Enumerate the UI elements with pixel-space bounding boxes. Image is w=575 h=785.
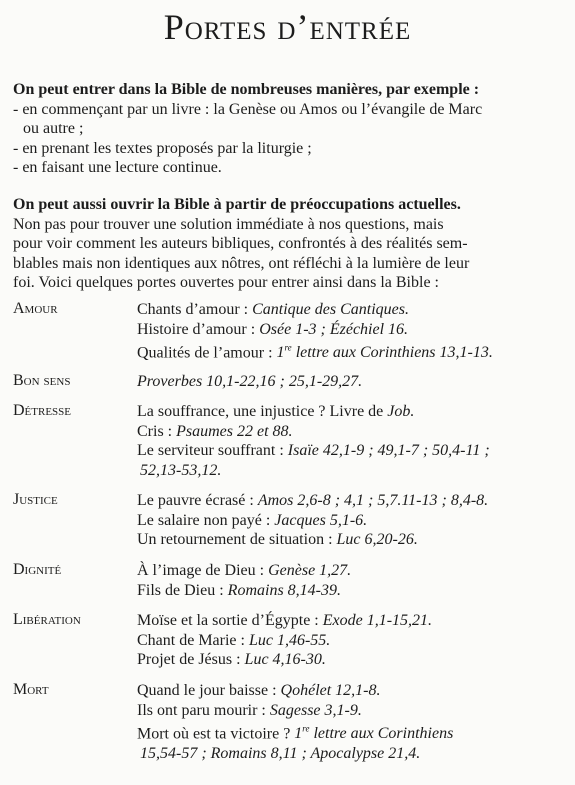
second-paragraph — [13, 195, 568, 293]
reference-text: Qualités de l’amour : — [137, 344, 277, 362]
reference-line — [137, 320, 493, 340]
topic-label: Libération — [13, 611, 81, 628]
para2-heading: On peut aussi ouvrir la Bible à partir de préoccupations actuelles. — [13, 196, 461, 213]
intro-item: - en faisant une lecture continue. — [13, 159, 222, 177]
reference-text: Un retournement de situation : — [137, 531, 337, 548]
reference-line — [137, 681, 453, 701]
reference-text: Histoire d’amour : — [137, 320, 260, 338]
reference-text: Moïse et la sortie d’Égypte : — [137, 612, 323, 629]
reference-line — [137, 530, 488, 550]
reference-line — [137, 422, 490, 442]
bible-reference: Cantique des Cantiques. — [252, 301, 409, 318]
reference-line — [137, 701, 453, 721]
reference-line — [137, 300, 493, 320]
reference-line — [137, 461, 490, 481]
intro-item: ou autre ; — [23, 120, 84, 138]
intro-section — [13, 80, 568, 178]
reference-text: Projet de Jésus : — [137, 651, 245, 668]
reference-line — [137, 650, 432, 670]
topic-label: Justice — [13, 491, 58, 508]
para2-line: Non pas pour trouver une solution immédiate à nos questions, mais — [13, 215, 444, 233]
topic-references — [137, 372, 362, 392]
topic-references — [137, 561, 351, 600]
reference-line — [137, 402, 490, 422]
reference-text: Chants d’amour : — [137, 301, 253, 318]
topic-label: Dignité — [13, 561, 62, 578]
topic-label: Mort — [13, 681, 49, 698]
reference-line — [137, 561, 351, 581]
bible-reference: Exode 1,1-15,21. — [322, 612, 433, 629]
bible-reference: Luc 1,46-55. — [248, 631, 331, 649]
topic-label: Bon sens — [13, 372, 71, 389]
reference-line — [137, 744, 453, 764]
topic-references — [137, 611, 432, 670]
reference-line — [137, 441, 490, 461]
bible-reference: Genèse 1,27. — [268, 562, 352, 579]
reference-line — [137, 611, 432, 631]
reference-line — [137, 581, 351, 601]
reference-line — [137, 339, 493, 363]
bible-reference: Isaïe 42,1-9 ; 49,1-7 ; 50,4-11 ; — [287, 442, 490, 459]
topic-references — [137, 402, 490, 480]
reference-line — [137, 372, 362, 392]
reference-text: Fils de Dieu : — [137, 581, 228, 599]
bible-reference: 1re lettre aux Corinthiens — [294, 724, 454, 743]
reference-text: À l’image de Dieu : — [137, 562, 269, 579]
reference-text: Le salaire non payé : — [137, 511, 275, 529]
bible-reference: Job. — [387, 403, 415, 420]
para2-line: blables mais non identiques aux nôtres, ont réfléchi à la lumière de leur — [13, 254, 470, 272]
bible-reference: Proverbes 10,1-22,16 ; 25,1-29,27. — [137, 373, 363, 390]
intro-item: - en prenant les textes proposés par la liturgie ; — [13, 139, 312, 157]
topic-references — [137, 491, 488, 550]
bible-reference: Osée 1-3 ; Ézéchiel 16. — [259, 320, 409, 338]
reference-text: Ils ont paru mourir : — [137, 701, 270, 719]
bible-reference: 1re lettre aux Corinthiens 13,1-13. — [276, 343, 493, 362]
ordinal-superscript: re — [302, 724, 310, 734]
reference-text: Mort où est ta victoire ? — [137, 725, 295, 743]
reference-text: Le pauvre écrasé : — [137, 492, 258, 509]
reference-text: Chant de Marie : — [137, 631, 249, 649]
intro-item: - en commençant par un livre : la Genèse ou Amos ou l’évangile de Marc — [13, 100, 483, 118]
reference-text: Quand le jour baisse : — [137, 682, 281, 699]
reference-text: La souffrance, une injustice ? Livre de — [137, 403, 388, 420]
para2-line: pour voir comment les auteurs bibliques, confrontés à des réalités sem- — [13, 235, 468, 253]
reference-text: Cris : — [137, 422, 177, 440]
reference-line — [137, 720, 453, 744]
intro-heading: On peut entrer dans la Bible de nombreuses manières, par exemple : — [13, 81, 480, 98]
bible-reference: 52,13-53,12. — [140, 461, 222, 479]
reference-line — [137, 491, 488, 511]
topic-references — [137, 681, 453, 763]
bible-reference: Luc 4,16-30. — [244, 651, 326, 668]
ordinal-superscript: re — [284, 343, 292, 353]
bible-reference: Amos 2,6-8 ; 4,1 ; 5,7.11-13 ; 8,4-8. — [257, 492, 489, 509]
bible-reference: Luc 6,20-26. — [336, 531, 418, 548]
topic-label: Détresse — [13, 402, 72, 419]
bible-reference: 15,54-57 ; Romains 8,11 ; Apocalypse 21,4. — [140, 744, 421, 762]
page-title: Portes d’entrée — [163, 7, 412, 47]
topic-label: Amour — [13, 300, 58, 317]
reference-line — [137, 511, 488, 531]
reference-text: Le serviteur souffrant : — [137, 442, 288, 459]
reference-line — [137, 631, 432, 651]
bible-reference: Romains 8,14-39. — [227, 581, 341, 599]
para2-line: foi. Voici quelques portes ouvertes pour entrer ainsi dans la Bible : — [13, 274, 439, 292]
bible-reference: Sagesse 3,1-9. — [269, 701, 362, 719]
bible-reference: Psaumes 22 et 88. — [176, 422, 293, 440]
topic-references — [137, 300, 493, 363]
bible-reference: Qohélet 12,1-8. — [280, 682, 381, 699]
bible-reference: Jacques 5,1-6. — [274, 511, 368, 529]
